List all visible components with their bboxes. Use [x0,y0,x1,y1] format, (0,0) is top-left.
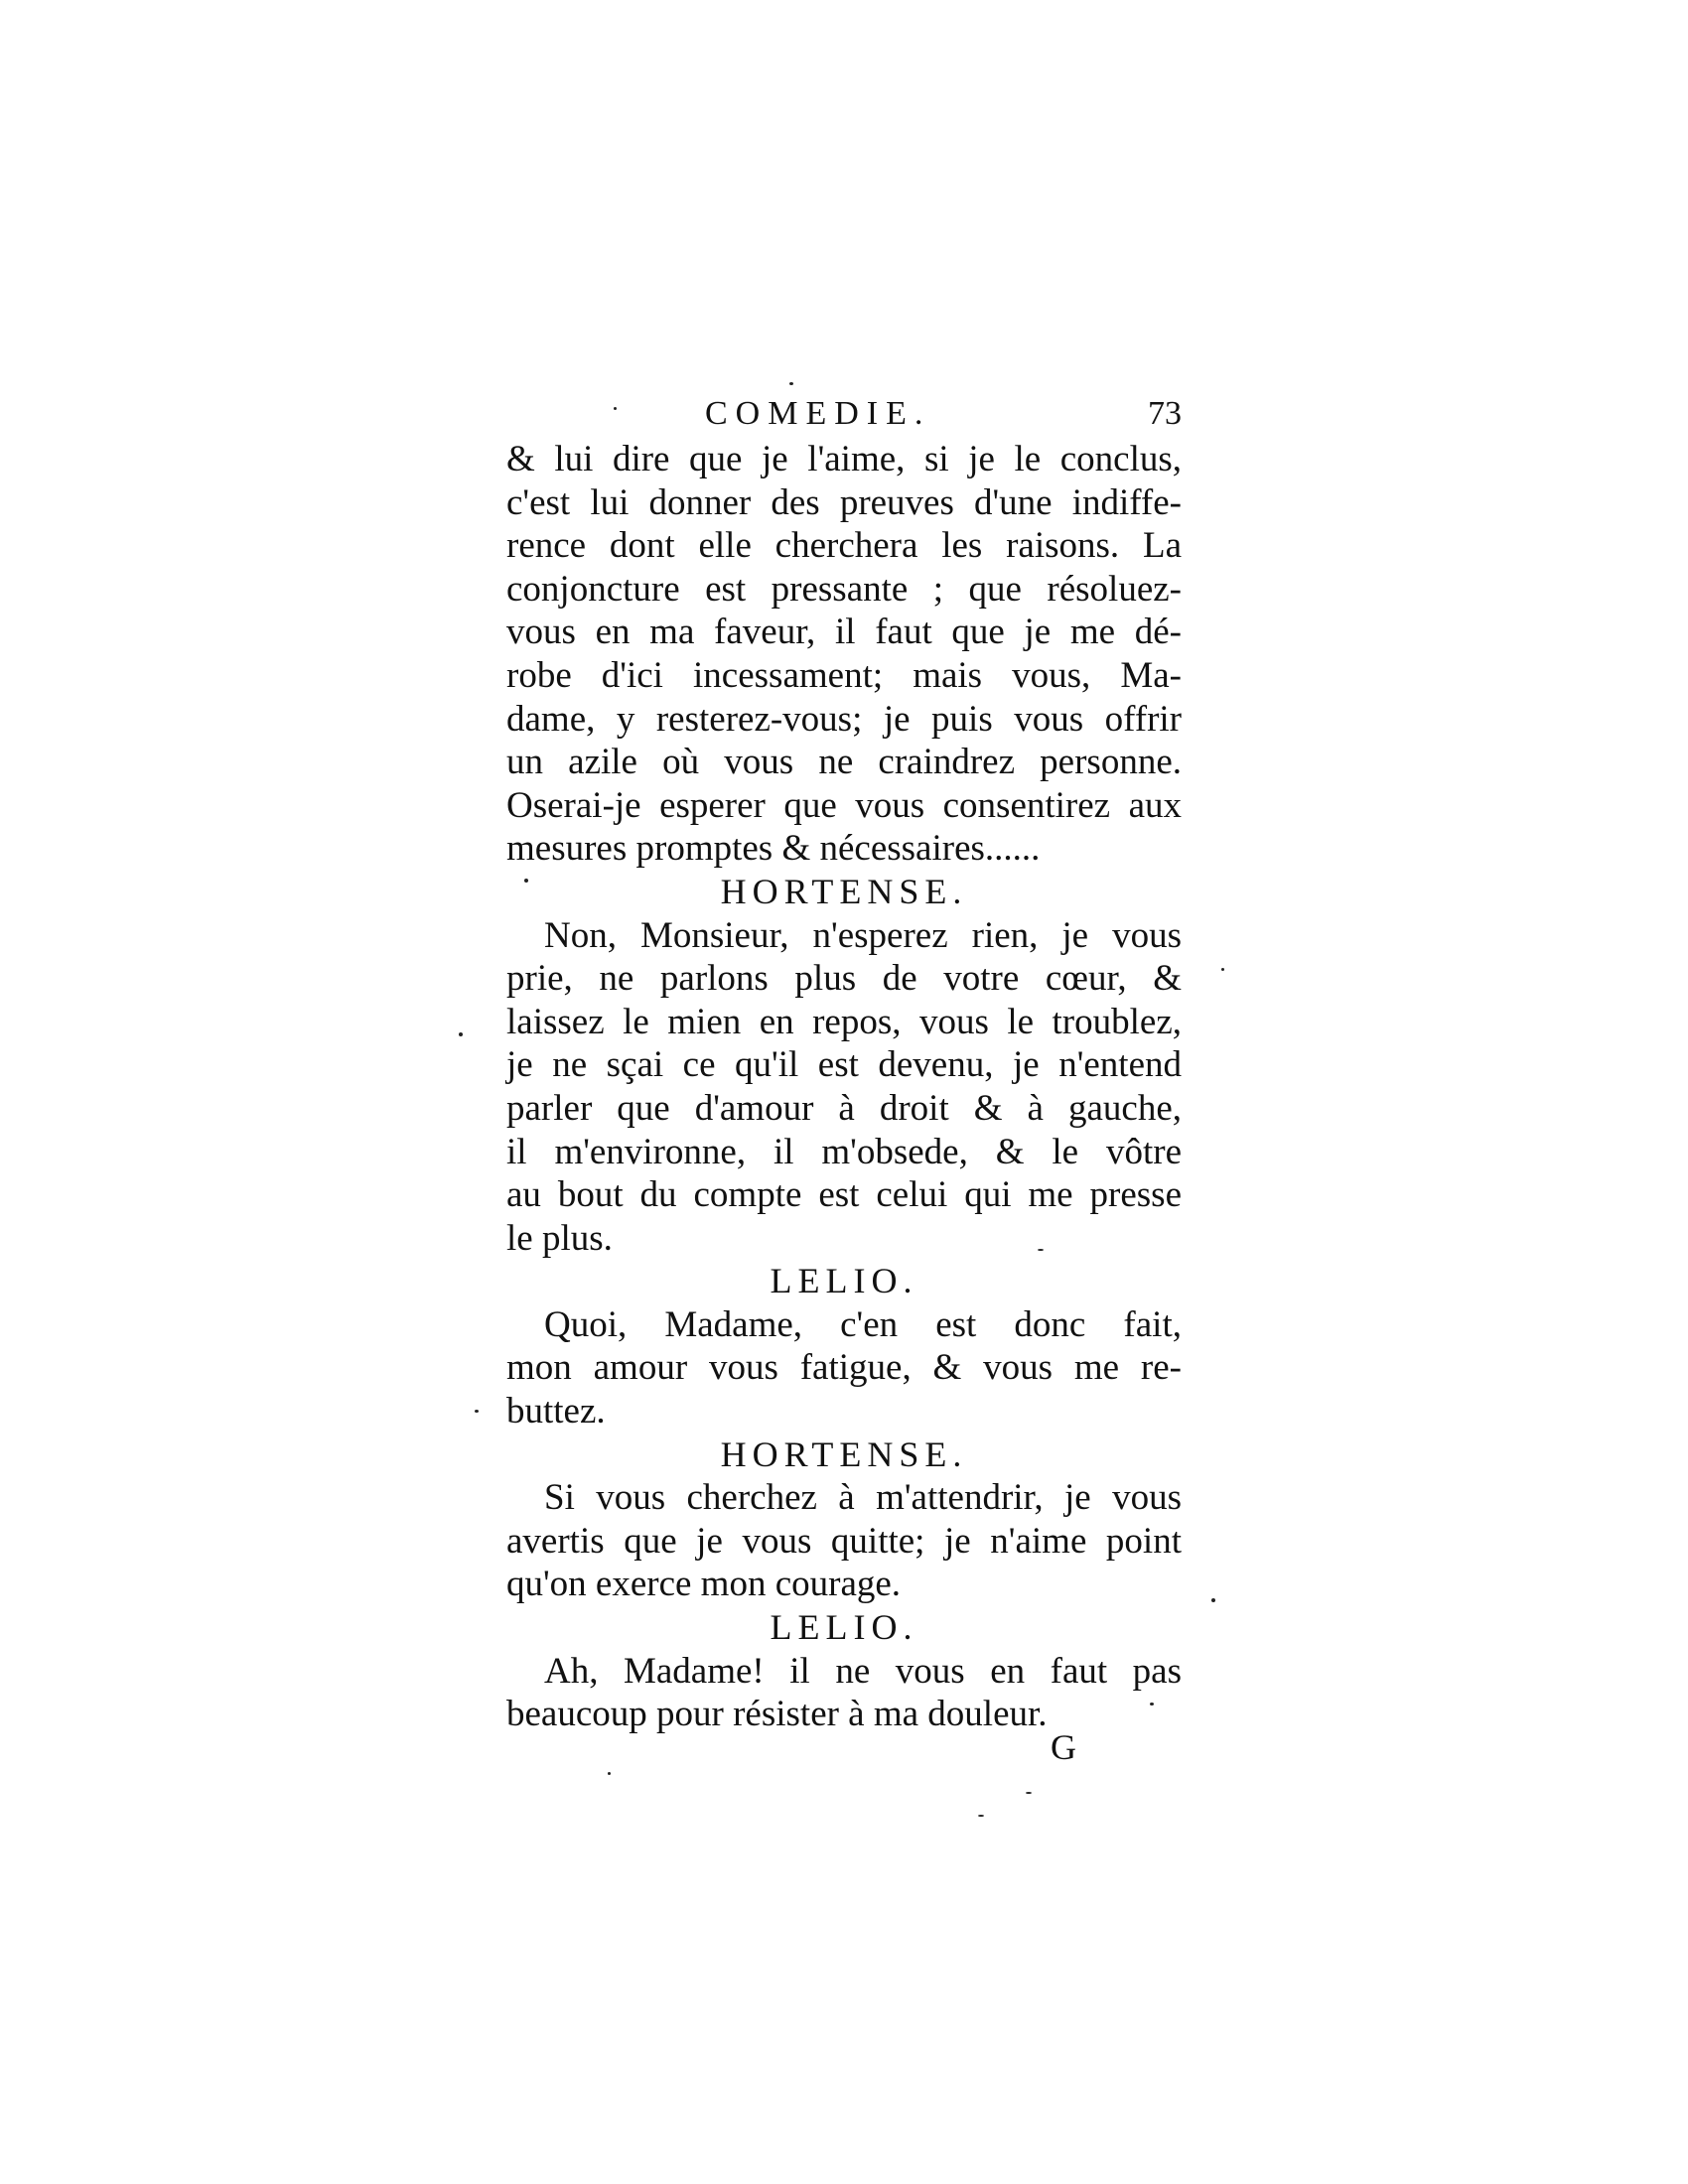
text-line: au bout du compte est celui qui me presse [506,1174,1182,1216]
scan-speck [614,407,617,410]
scan-speck [789,382,793,385]
text-line: dame, y resterez-vous; je puis vous offrir [506,698,1182,740]
text-line: vous en ma faveur, il faut que je me dé- [506,612,1182,653]
speaker-name: HORTENSE. [720,871,968,911]
text-line: conjoncture est pressante ; que résoluez- [506,568,1182,610]
scan-speck [978,1815,984,1817]
scan-speck [1150,1703,1154,1706]
scan-speck [524,879,528,883]
text-line: c'est lui donner des preuves d'une indiffe- [506,481,1182,523]
scan-speck [1038,1249,1044,1251]
text-line: le plus. [506,1217,613,1259]
text-line: je ne sçai ce qu'il est devenu, je n'entend [506,1044,1182,1086]
text-line: Oserai-je esperer que vous consentirez aux [506,784,1182,826]
scan-speck [1211,1598,1215,1602]
speaker-name: HORTENSE. [720,1433,968,1474]
speaker-name: LELIO. [770,1607,918,1648]
text-line: Ah, Madame! il ne vous en faut pas [544,1650,1182,1692]
text-line: mesures promptes & nécessaires...... [506,828,1041,870]
text-line: Quoi, Madame, c'en est donc fait, [544,1303,1182,1345]
scan-speck [1221,968,1224,971]
text-line: Non, Monsieur, n'esperez rien, je vous [544,914,1182,956]
text-line: laissez le mien en repos, vous le troublez, [506,1001,1182,1042]
text-line: mon amour vous fatigue, & vous me re- [506,1347,1182,1389]
signature-mark: G [1051,1727,1076,1767]
speaker-name: LELIO. [770,1261,918,1301]
text-line: rence dont elle cherchera les raisons. La [506,525,1182,567]
text-line: prie, ne parlons plus de votre cœur, & [506,958,1182,1000]
text-line: beaucoup pour résister à ma douleur. [506,1694,1048,1735]
text-line: il m'environne, il m'obsede, & le vôtre [506,1131,1182,1172]
running-title: COMEDIE. [705,395,931,432]
speech-block [506,914,1182,1261]
text-block [506,392,1182,1736]
scan-speck [1026,1792,1032,1794]
speech-block [506,1303,1182,1433]
page-number: 73 [1148,395,1182,432]
scan-speck [608,1772,611,1775]
text-line: qu'on exerce mon courage. [506,1564,902,1605]
running-head [506,392,1182,436]
speech-block [506,1476,1182,1606]
scan-speck [475,1410,479,1413]
text-line: Si vous cherchez à m'attendrir, je vous [544,1477,1182,1519]
speech-block [506,1650,1182,1736]
text-line: robe d'ici incessament; mais vous, Ma- [506,654,1182,696]
speech-block [506,438,1182,871]
scan-speck [459,1032,463,1036]
text-line: parler que d'amour à droit & à gauche, [506,1087,1182,1129]
text-line: un azile où vous ne craindrez personne. [506,742,1182,783]
text-line: avertis que je vous quitte; je n'aime point [506,1520,1182,1562]
text-line: & lui dire que je l'aime, si je le conclus, [506,439,1182,479]
text-line: buttez. [506,1391,606,1433]
